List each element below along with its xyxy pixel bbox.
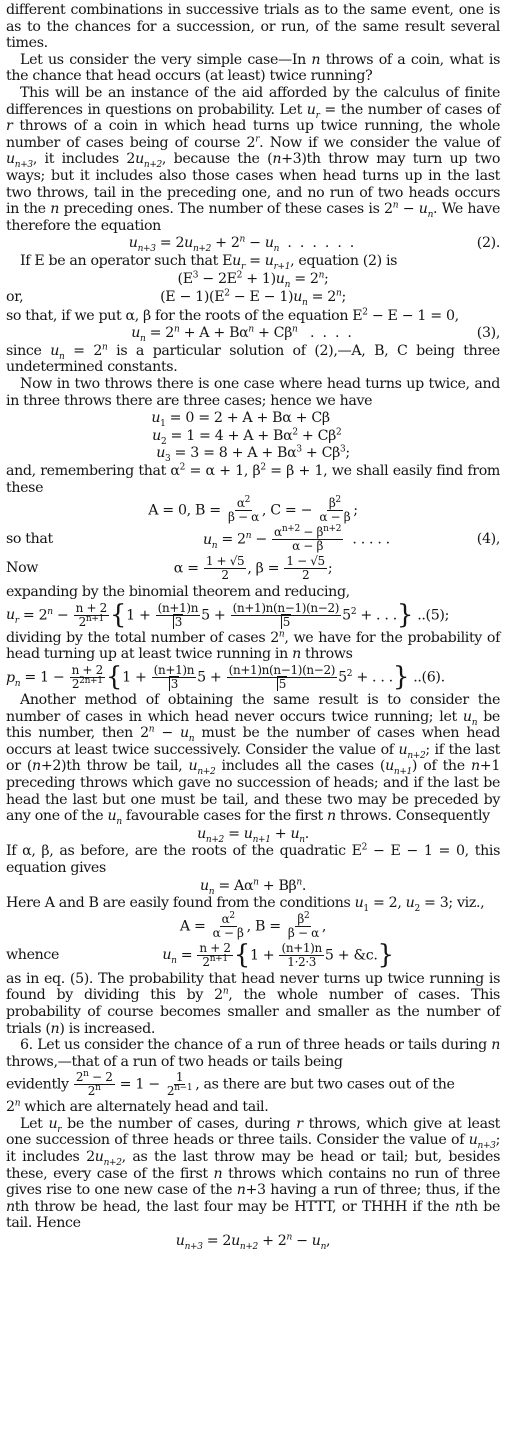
equation-evidently: evidently $\frac{2^n - 2}{2^n}$ = 1 − $\frac{1}{2^{n-1}}$ , as there are but two cases out of the (6, 1069, 455, 1099)
equation-final: $u_{n+3} = 2u_{n+2} + 2^n - u_n$, (175, 1232, 331, 1252)
equation-2-number: (2). (476, 235, 500, 252)
paragraph-operator: If E be an operator such that $Eu_r = u_{r+1}$, equation (2) is (20, 252, 398, 272)
paragraph-finite-differences: This will be an instance of the aid afforded by the calculus of finite differences in questions on probability. Let $u_r$ = the number of cases of r throws of a coin in which head turns up twice running, the whole number of cases being of course 2$^r$. Now if we consider the value of $u_{n+3}$, it includes $2u_{n+2}$, because the (n+3)th throw may turn up two ways; but it includes also those cases when head turns up in the last two throws, tail in the preceding one, and no run of two heads occurs in the n preceding ones. The number of these cases is $2^n - u_n$. We have therefore the equation (6, 84, 501, 234)
equation-6-number: ..(6). (413, 669, 445, 686)
equation-3-number: (3), (476, 325, 500, 342)
equation-recurrence: $u_{n+2} = u_{n+1} + u_n$. (197, 825, 309, 845)
paragraph-section-6: 6. Let us consider the chance of a run of three heads or tails during n throws,—that of a run of two heads or tails being (6, 1037, 500, 1070)
equation-4: so that $u_n = 2^n$ − $\frac{\alpha^{n+2} - \beta^{n+2}}{\alpha - \beta}$ . . . . . (4), (6, 524, 500, 554)
paragraph-roots: so that, if we put α, β for the roots of the equation $E^2 - E - 1 = 0$, (6, 306, 459, 324)
equation-3: $u_n = 2^n + A + B\alpha^n + C\beta^n$ . . . . (3), (131, 324, 500, 345)
equation-5: $u_r = 2^n$ − $\frac{n + 2}{2^{n+1}}$ {1 + $\frac{(n+1)n}{3}$ 5 + $\frac{(n+1)n(n-1)(n-2)}{5}$ $5^2$ + . . .} ..(5); (6, 600, 450, 631)
paragraph-quadratic: If α, β, as before, are the roots of the quadratic $E^2 - E - 1 = 0$, this equation gives (6, 842, 500, 876)
equation-u2: $u_2 = 1 = 4 + A + B\alpha^2 + C\beta^2$ (152, 427, 342, 447)
equation-2: $u_{n+3} = 2u_{n+2} + 2^n - u_n$ . . . . . . (2). (128, 234, 500, 255)
equation-6: $p_n = 1$ − $\frac{n + 2}{2^{2n+1}}$ {1 + $\frac{(n+1)n}{3}$ 5 + $\frac{(n+1)n(n-1)(n-2)}{5}$ $5^2$ + . . .} ..(6). (6, 662, 445, 693)
paragraph-simple-case: Let us consider the very simple case—In n throws of a coin, what is the chance that head occurs (at least) twice running? (6, 51, 501, 85)
equation-4-number: (4), (476, 531, 500, 548)
equation-operator: $(E^3 - 2E^2 + 1)u_n = 2^n$; (177, 269, 329, 290)
paragraph-intro: different combinations in successive trials as to the same event, one is as to the chances for a succession, or run, of the same result several times. (6, 2, 500, 52)
paragraph-another-method: Another method of obtaining the same result is to consider the number of cases in which head never occurs twice running; let $u_n$ be this number, then $2^n - u_n$ must be the number of cases when head occurs at least twice successively. Consider the value of $u_{n+2}$; if the last or (n+2)th throw be tail, $u_{n+2}$ includes all the cases $(u_{n+1})$ of the n+1 preceding throws which gave no succession of heads; and if the last be head the last but one must be tail, and these two may be preceded by any one of the $u_n$ favourable cases for the first n throws. Consequently (6, 692, 501, 827)
paragraph-remembering: and, remembering that $\alpha^2 = \alpha + 1$, $\beta^2 = \beta + 1$, we shall easily find from these (6, 462, 501, 496)
paragraph-conditions: Here A and B are easily found from the conditions $u_1 = 2$, $u_2 = 3$; viz., (6, 895, 485, 914)
equation-5-number: ..(5); (417, 607, 450, 624)
paragraph-dividing: dividing by the total number of cases 2$^n$, we have for the probability of head turning up at least twice running in n throws (6, 629, 501, 663)
equation-u3: $u_3 = 3 = 8 + A + B\alpha^3 + C\beta^3$; (156, 444, 350, 465)
equation-abc: A = 0, B = $\frac{\alpha^2}{\beta - \alpha}$ , C = − $\frac{\beta^2}{\alpha - \beta}$ ; (148, 495, 358, 525)
paragraph-particular-solution: since $u_n = 2^n$ is a particular solution of (2),—A, B, C being three undetermined constants. (6, 342, 500, 376)
equation-whence: whence $u_n$ = $\frac{n + 2}{2^{n+1}}$ {1 + $\frac{(n+1)n}{1\cdot 2\cdot 3}$ 5 + &c.} (6, 939, 394, 970)
equation-operator-factored: or, $(E - 1)(E^2 - E - 1)u_n = 2^n$; (6, 288, 346, 308)
equation-ab: A = $\frac{\alpha^2}{\alpha - \beta}$ , B = $\frac{\beta^2}{\beta - \alpha}$ , (179, 910, 327, 940)
paragraph-as-in-eq5: as in eq. (5). The probability that head never turns up twice running is found by dividing this by 2$^n$, the whole number of cases. This probability of course becomes smaller and smaller as the number of trials (n) is increased. (6, 970, 500, 1037)
paragraph-three-run: Let $u_r$ be the number of cases, during r throws, which give at least one succession of three heads or three tails. Consider the value of $u_{n+3}$; it includes $2u_{n+2}$, as the last throw may be head or tail; but, besides these, every case of the first n throws which contains no run of three gives rise to one new case of the n+3 having a run of three; thus, if the nth throw be head, the last four may be HTTT, or THHH if the nth be tail. Hence (6, 1115, 501, 1232)
equation-solution: $u_n = A\alpha^n + B\beta^n$. (199, 876, 307, 897)
paragraph-two-throws: Now in two throws there is one case where head turns up twice, and in three throws there are three cases; hence we have (6, 376, 500, 409)
paragraph-expanding: expanding by the binomial theorem and reducing, (6, 584, 350, 601)
equation-u1: $u_1 = 0 = 2 + A + B\alpha + C\beta$ (151, 410, 355, 430)
paragraph-alternate: 2$^n$ which are alternately head and tail. (6, 1098, 269, 1116)
equation-alpha-beta: Now α = $\frac{1 + √5}{2}$ , β = $\frac{1 - √5}{2}$ ; (6, 554, 333, 583)
